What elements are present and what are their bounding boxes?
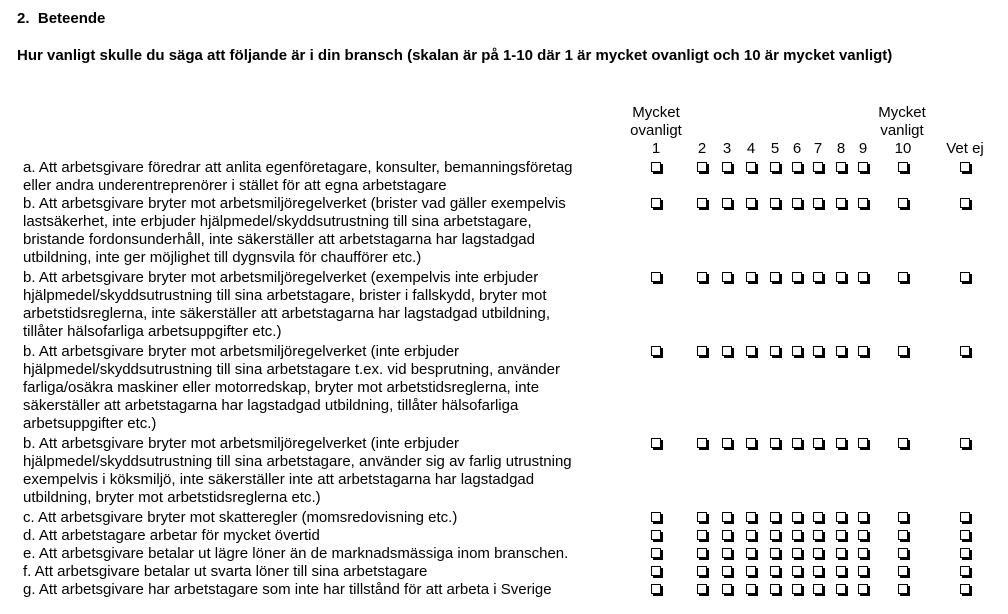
scale-option-label-1: 1 [651, 140, 661, 157]
checkbox-option-1[interactable] [651, 162, 661, 172]
checkbox-option-5[interactable] [770, 162, 780, 172]
checkbox-option-6[interactable] [792, 584, 802, 594]
checkbox-option-7[interactable] [813, 162, 823, 172]
item-text: f. Att arbetsgivare betalar ut svarta löner till sina arbetstagare [23, 563, 428, 580]
checkbox-option-11[interactable] [960, 530, 970, 540]
checkbox-option-9[interactable] [858, 512, 868, 522]
checkbox-option-11[interactable] [960, 438, 970, 448]
scale-option-label-9: 9 [858, 140, 868, 157]
checkbox-option-1[interactable] [651, 272, 661, 282]
scale-option-label-4: 4 [746, 140, 756, 157]
question-text: Hur vanligt skulle du säga att följande är i din bransch (skalan är på 1-10 där 1 är mycket ovanligt och 10 är mycket vanligt) [17, 47, 893, 64]
scale-high-label-line2: vanligt [880, 122, 924, 139]
section-heading [17, 10, 105, 28]
checkbox-option-9[interactable] [858, 198, 868, 208]
checkbox-option-5[interactable] [770, 548, 780, 558]
checkbox-option-7[interactable] [813, 548, 823, 558]
checkbox-option-7[interactable] [813, 584, 823, 594]
checkbox-option-6[interactable] [792, 512, 802, 522]
checkbox-option-11[interactable] [960, 566, 970, 576]
checkbox-option-2[interactable] [697, 530, 707, 540]
checkbox-option-9[interactable] [858, 530, 868, 540]
checkbox-option-3[interactable] [722, 438, 732, 448]
item-text: c. Att arbetsgivare bryter mot skatteregler (momsredovisning etc.) [23, 509, 458, 526]
checkbox-option-2[interactable] [697, 566, 707, 576]
item-text: e. Att arbetsgivare betalar ut lägre löner än de marknadsmässiga inom branschen. [23, 545, 569, 562]
scale-low-label-line2: ovanligt [630, 122, 682, 139]
checkbox-option-5[interactable] [770, 346, 780, 356]
checkbox-option-5[interactable] [770, 272, 780, 282]
item-text: b. Att arbetsgivare bryter mot arbetsmiljöregelverket (brister vad gäller exempelvis lastsäkerhet, inte erbjuder hjälpmedel/skyddsutrustning till sina arbetstagare, bristande fordonsunderhåll, inte säkerställer att arbetstagarna har lagstadgad utbildning, inte ger möjlighet till dygnsvila för chaufförer etc.) [23, 195, 566, 266]
checkbox-option-10[interactable] [898, 198, 908, 208]
checkbox-option-7[interactable] [813, 512, 823, 522]
checkbox-option-10[interactable] [898, 584, 908, 594]
checkbox-option-4[interactable] [746, 584, 756, 594]
checkbox-option-2[interactable] [697, 272, 707, 282]
checkbox-option-10[interactable] [898, 548, 908, 558]
checkbox-option-10[interactable] [898, 346, 908, 356]
checkbox-option-8[interactable] [836, 530, 846, 540]
checkbox-option-6[interactable] [792, 548, 802, 558]
checkbox-option-1[interactable] [651, 346, 661, 356]
checkbox-option-2[interactable] [697, 512, 707, 522]
checkbox-option-3[interactable] [722, 548, 732, 558]
checkbox-option-2[interactable] [697, 584, 707, 594]
checkbox-option-11[interactable] [960, 346, 970, 356]
checkbox-option-6[interactable] [792, 346, 802, 356]
checkbox-option-10[interactable] [898, 566, 908, 576]
checkbox-option-2[interactable] [697, 438, 707, 448]
item-text: b. Att arbetsgivare bryter mot arbetsmiljöregelverket (inte erbjuder hjälpmedel/skyddsutrustning till sina arbetstagare, använder sig av farlig utrustning exempelvis i köksmiljö, inte säkerställer inte att arbetstagarna har lagstadgad utbildning, bryter mot arbetstidsreglerna etc.) [23, 435, 572, 506]
checkbox-option-9[interactable] [858, 346, 868, 356]
checkbox-option-4[interactable] [746, 438, 756, 448]
checkbox-option-7[interactable] [813, 438, 823, 448]
checkbox-option-3[interactable] [722, 584, 732, 594]
checkbox-option-9[interactable] [858, 438, 868, 448]
item-text: g. Att arbetsgivare har arbetstagare som inte har tillstånd för att arbeta i Sverige [23, 581, 552, 598]
checkbox-option-8[interactable] [836, 346, 846, 356]
checkbox-option-8[interactable] [836, 566, 846, 576]
checkbox-option-6[interactable] [792, 272, 802, 282]
checkbox-option-3[interactable] [722, 512, 732, 522]
checkbox-option-8[interactable] [836, 162, 846, 172]
checkbox-option-11[interactable] [960, 512, 970, 522]
checkbox-option-10[interactable] [898, 438, 908, 448]
checkbox-option-9[interactable] [858, 272, 868, 282]
checkbox-option-7[interactable] [813, 346, 823, 356]
checkbox-option-4[interactable] [746, 512, 756, 522]
scale-option-label-6: 6 [792, 140, 802, 157]
checkbox-option-2[interactable] [697, 548, 707, 558]
checkbox-option-9[interactable] [858, 162, 868, 172]
checkbox-option-5[interactable] [770, 584, 780, 594]
checkbox-option-5[interactable] [770, 566, 780, 576]
scale-low-label-line1: Mycket [632, 104, 680, 121]
checkbox-option-10[interactable] [898, 272, 908, 282]
checkbox-option-9[interactable] [858, 566, 868, 576]
checkbox-option-11[interactable] [960, 584, 970, 594]
checkbox-option-11[interactable] [960, 198, 970, 208]
item-text: b. Att arbetsgivare bryter mot arbetsmiljöregelverket (exempelvis inte erbjuder hjälpmedel/skyddsutrustning till sina arbetstagare, brister i fallskydd, bryter mot arbetstidsreglerna, inte säkerställer att arbetstagarna har lagstadgad utbildning, tillåter hälsofarliga arbetsuppgifter etc.) [23, 269, 550, 340]
item-text: d. Att arbetstagare arbetar för mycket övertid [23, 527, 320, 544]
checkbox-option-6[interactable] [792, 438, 802, 448]
item-text: b. Att arbetsgivare bryter mot arbetsmiljöregelverket (inte erbjuder hjälpmedel/skyddsutrustning till sina arbetstagare t.ex. vid besprutning, använder farliga/osäkra maskiner eller motorredskap, bryter mot arbetstidsreglerna, inte säkerställer att arbetstagarna har lagstadgad utbildning, tillåter hälsofarliga arbetsuppgifter etc.) [23, 343, 560, 432]
checkbox-option-8[interactable] [836, 272, 846, 282]
checkbox-option-1[interactable] [651, 566, 661, 576]
scale-low-label [629, 104, 683, 140]
checkbox-option-3[interactable] [722, 530, 732, 540]
scale-option-label-8: 8 [836, 140, 846, 157]
scale-option-label-10: 10 [894, 140, 912, 157]
checkbox-option-6[interactable] [792, 530, 802, 540]
checkbox-option-8[interactable] [836, 198, 846, 208]
checkbox-option-3[interactable] [722, 198, 732, 208]
checkbox-option-4[interactable] [746, 530, 756, 540]
checkbox-option-11[interactable] [960, 272, 970, 282]
scale-option-label-7: 7 [813, 140, 823, 157]
checkbox-option-1[interactable] [651, 530, 661, 540]
checkbox-option-6[interactable] [792, 198, 802, 208]
checkbox-option-9[interactable] [858, 548, 868, 558]
scale-option-label-2: 2 [697, 140, 707, 157]
checkbox-option-4[interactable] [746, 346, 756, 356]
checkbox-option-4[interactable] [746, 566, 756, 576]
checkbox-option-1[interactable] [651, 584, 661, 594]
checkbox-option-2[interactable] [697, 198, 707, 208]
scale-high-label-line1: Mycket [878, 104, 926, 121]
section-number: 2. [17, 10, 30, 27]
checkbox-option-4[interactable] [746, 198, 756, 208]
checkbox-option-8[interactable] [836, 512, 846, 522]
checkbox-option-1[interactable] [651, 548, 661, 558]
checkbox-option-4[interactable] [746, 162, 756, 172]
item-text: a. Att arbetsgivare föredrar att anlita egenföretagare, konsulter, bemanningsföretag eller andra underentreprenörer i stället för att egna arbetstagare [23, 159, 573, 194]
checkbox-option-3[interactable] [722, 346, 732, 356]
checkbox-option-1[interactable] [651, 512, 661, 522]
checkbox-option-10[interactable] [898, 512, 908, 522]
checkbox-option-8[interactable] [836, 584, 846, 594]
checkbox-option-3[interactable] [722, 566, 732, 576]
checkbox-option-7[interactable] [813, 272, 823, 282]
checkbox-option-4[interactable] [746, 272, 756, 282]
checkbox-option-5[interactable] [770, 530, 780, 540]
checkbox-option-2[interactable] [697, 162, 707, 172]
checkbox-option-6[interactable] [792, 162, 802, 172]
checkbox-option-8[interactable] [836, 548, 846, 558]
checkbox-option-4[interactable] [746, 548, 756, 558]
checkbox-option-1[interactable] [651, 438, 661, 448]
checkbox-option-2[interactable] [697, 346, 707, 356]
checkbox-option-5[interactable] [770, 438, 780, 448]
checkbox-option-7[interactable] [813, 530, 823, 540]
checkbox-option-10[interactable] [898, 162, 908, 172]
checkbox-option-10[interactable] [898, 530, 908, 540]
checkbox-option-6[interactable] [792, 566, 802, 576]
checkbox-option-7[interactable] [813, 566, 823, 576]
section-title: Beteende [37, 10, 106, 27]
checkbox-option-3[interactable] [722, 272, 732, 282]
checkbox-option-5[interactable] [770, 512, 780, 522]
scale-option-label-3: 3 [722, 140, 732, 157]
checkbox-option-9[interactable] [858, 584, 868, 594]
scale-high-label [874, 104, 930, 140]
checkbox-option-7[interactable] [813, 198, 823, 208]
scale-option-label-5: 5 [770, 140, 780, 157]
checkbox-option-5[interactable] [770, 198, 780, 208]
checkbox-option-11[interactable] [960, 548, 970, 558]
checkbox-option-1[interactable] [651, 198, 661, 208]
scale-option-label-11: Vet ej [946, 140, 984, 157]
checkbox-option-3[interactable] [722, 162, 732, 172]
checkbox-option-11[interactable] [960, 162, 970, 172]
checkbox-option-8[interactable] [836, 438, 846, 448]
